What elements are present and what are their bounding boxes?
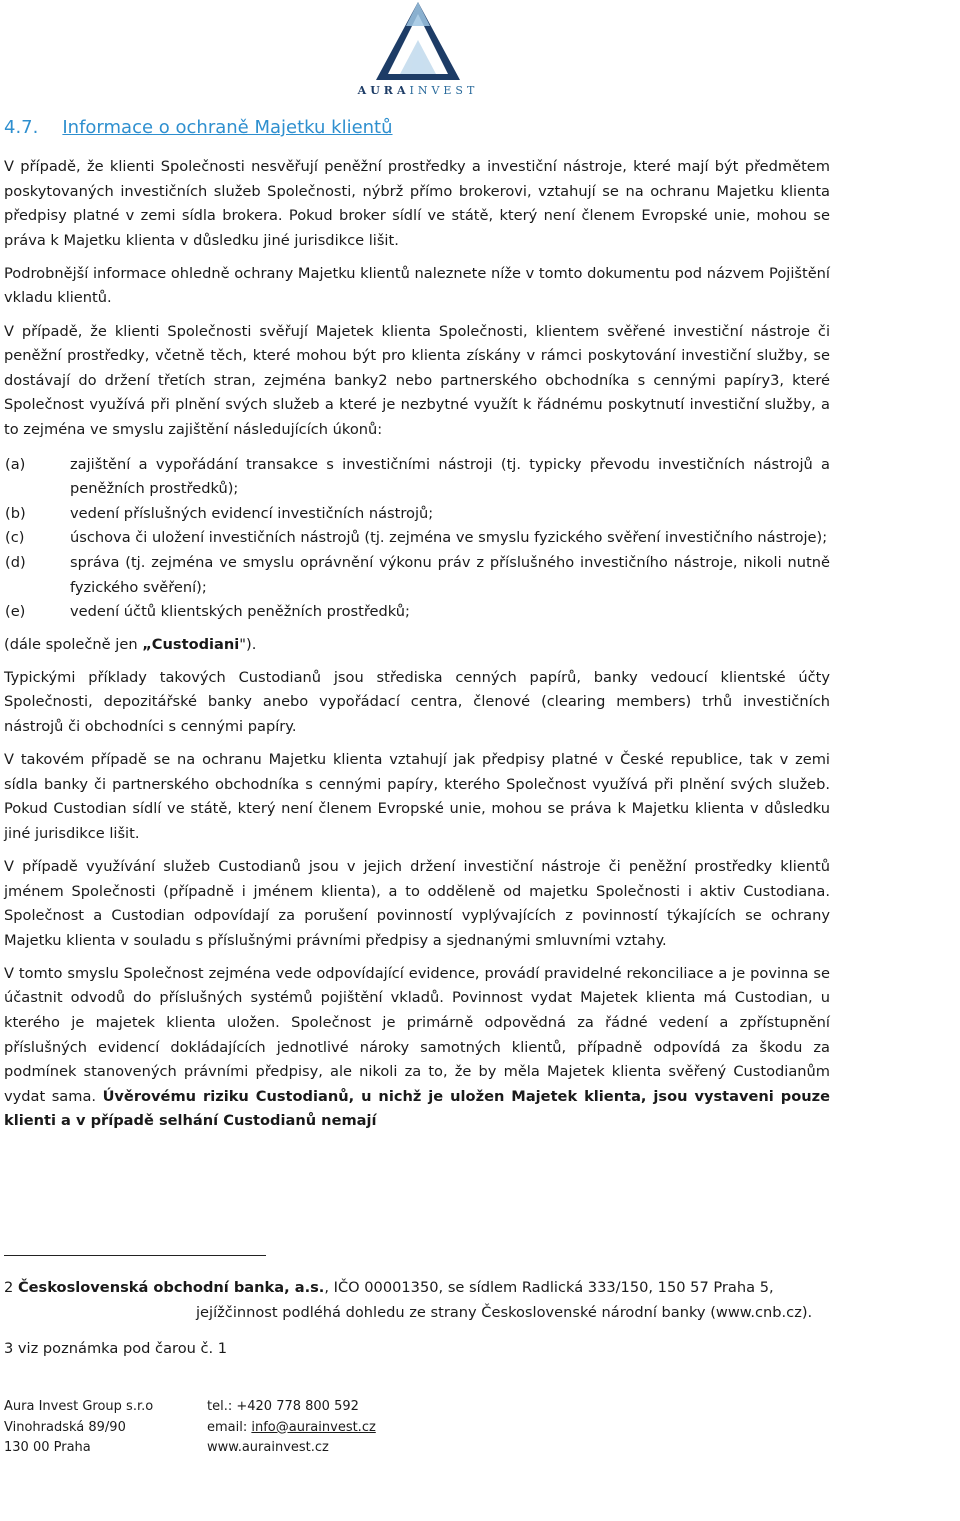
phone-number: tel.: +420 778 800 592 (207, 1399, 359, 1414)
paragraph-6: V případě využívání služeb Custodianů jsou v jejich držení investiční nástroje či peněžní prostředky klientů jménem Společnosti (případně i jménem klienta), a to odděleně od majetku Společnosti i aktiv Custodiana. Společnost a Custodian odpovídají za porušení povinností vyplývajících z povinností týkajících se ochrany Majetku klienta v souladu s příslušnými právními předpisy a sjednanými smluvními vztahy. (4, 857, 830, 949)
paragraph-3: V případě, že klienti Společnosti svěřují Majetek klienta Společnosti, klientem svěřené investiční nástroje či peněžní prostředky, včetně těch, které mohou být pro klienta získány v rámci poskytování investiční služby, se dostávají do držení třetích stran, zejména banky2 nebo partnerského obchodníka s cennými papíry3, které Společnost využívá při plnění svých služeb a které je nezbytné využít k řádnému poskytnutí investiční služby, a to zejména ve smyslu zajištění následujících úkonů: (4, 322, 830, 438)
company-name: Aura Invest Group s.r.o (4, 1399, 154, 1414)
list-item: (a) zajištění a vypořádání transakce s investičními nástroji (tj. typicky převodu investičních nástrojů a peněžních prostředků); (5, 455, 830, 498)
section-heading (4, 117, 393, 138)
body-text (4, 155, 830, 1142)
section-number: 4.7. (4, 117, 39, 138)
paragraph-7: V tomto smyslu Společnost zejména vede odpovídající evidence, provádí pravidelné rekonciliace a je povinna se účastnit odvodů do příslušných systémů pojištění vkladů. Povinnost vydat Majetek klienta má Custodian, u kterého je majetek klienta uložen. Společnost je primárně odpovědná za řádné vedení a zpřístupnění příslušných evidencí dokládajících jednotlivé nároky samotných klientů, případně odpovídá za škodu za podmínek stanovených právními předpisy, ale nikoli za to, že by měla Majetek klienta svěřený Custodianům vydat sama. Úvěrovému riziku Custodianů, u nichž je uložen Majetek klienta, jsou vystaveni pouze klienti a v případě selhání Custodianů nemají (4, 964, 831, 1130)
company-logo (348, 0, 488, 100)
footnote-3: 3 viz poznámka pod čarou č. 1 (4, 1340, 228, 1358)
list-item: (d) správa (tj. zejména ve smyslu oprávnění výkonu práv z příslušného investičního nástroje, nikoli nutně fyzického svěření); (5, 553, 830, 596)
company-street: Vinohradská 89/90 (4, 1419, 126, 1435)
custodian-definition: (dále společně jen „Custodiani"). (4, 635, 257, 653)
list-item: (e) vedení účtů klientských peněžních prostředků; (5, 603, 410, 621)
pyramid-logo-icon (370, 0, 466, 84)
custodian-tasks-list (4, 453, 830, 625)
footnote-separator (4, 1255, 266, 1256)
list-item: (b) vedení příslušných evidencí investičních nástrojů; (5, 504, 434, 522)
email-link[interactable]: info@aurainvest.cz (251, 1419, 376, 1435)
paragraph-5: V takovém případě se na ochranu Majetku klienta vztahují jak předpisy platné v České republice, tak v zemi sídla banky či partnerského obchodníka s cennými papíry, kterého Společnost využívá při plnění svých služeb. Pokud Custodian sídlí ve státě, který není členem Evropské unie, mohou se práva k Majetku klienta v důsledku jiné jurisdikce lišit. (4, 751, 830, 842)
footer-contacts (207, 1397, 376, 1459)
logo-wordmark: AURAINVEST (357, 84, 479, 97)
footnote-2: 2 Československá obchodní banka, a.s., IČO 00001350, se sídlem Radlická 333/150, 150 57 Praha 5, jejížčinnost podléhá dohledu ze strany Československé národní banky (www.cnb.cz). (4, 1279, 813, 1321)
paragraph-1: V případě, že klienti Společnosti nesvěřují peněžní prostředky a investiční nástroje, které mají být předmětem poskytovaných investičních služeb Společnosti, nýbrž přímo brokerovi, vztahují se na ochranu Majetku klienta předpisy platné v zemi sídla brokera. Pokud broker sídlí ve státě, který není členem Evropské unie, mohou se práva k Majetku klienta v důsledku jiné jurisdikce lišit. (4, 158, 830, 249)
list-item: (c) úschova či uložení investičních nástrojů (tj. zejména ve smyslu fyzického svěření investičního nástroje); (5, 529, 828, 547)
footer-company (4, 1397, 153, 1459)
section-title: Informace o ochraně Majetku klientů (62, 117, 393, 138)
paragraph-4: Typickými příklady takových Custodianů jsou střediska cenných papírů, banky vedoucí klientské účty Společnosti, depozitářské banky anebo vypořádací centra, členové (clearing members) trhů investičních nástrojů či obchodníci s cennými papíry. (4, 668, 830, 735)
email-line: email: info@aurainvest.cz (207, 1419, 376, 1435)
footnotes (4, 1276, 830, 1362)
company-city: 130 00 Praha (4, 1440, 91, 1455)
paragraph-2: Podrobnější informace ohledně ochrany Majetku klientů naleznete níže v tomto dokumentu pod názvem Pojištění vkladu klientů. (4, 264, 830, 307)
website[interactable]: www.aurainvest.cz (207, 1440, 329, 1455)
